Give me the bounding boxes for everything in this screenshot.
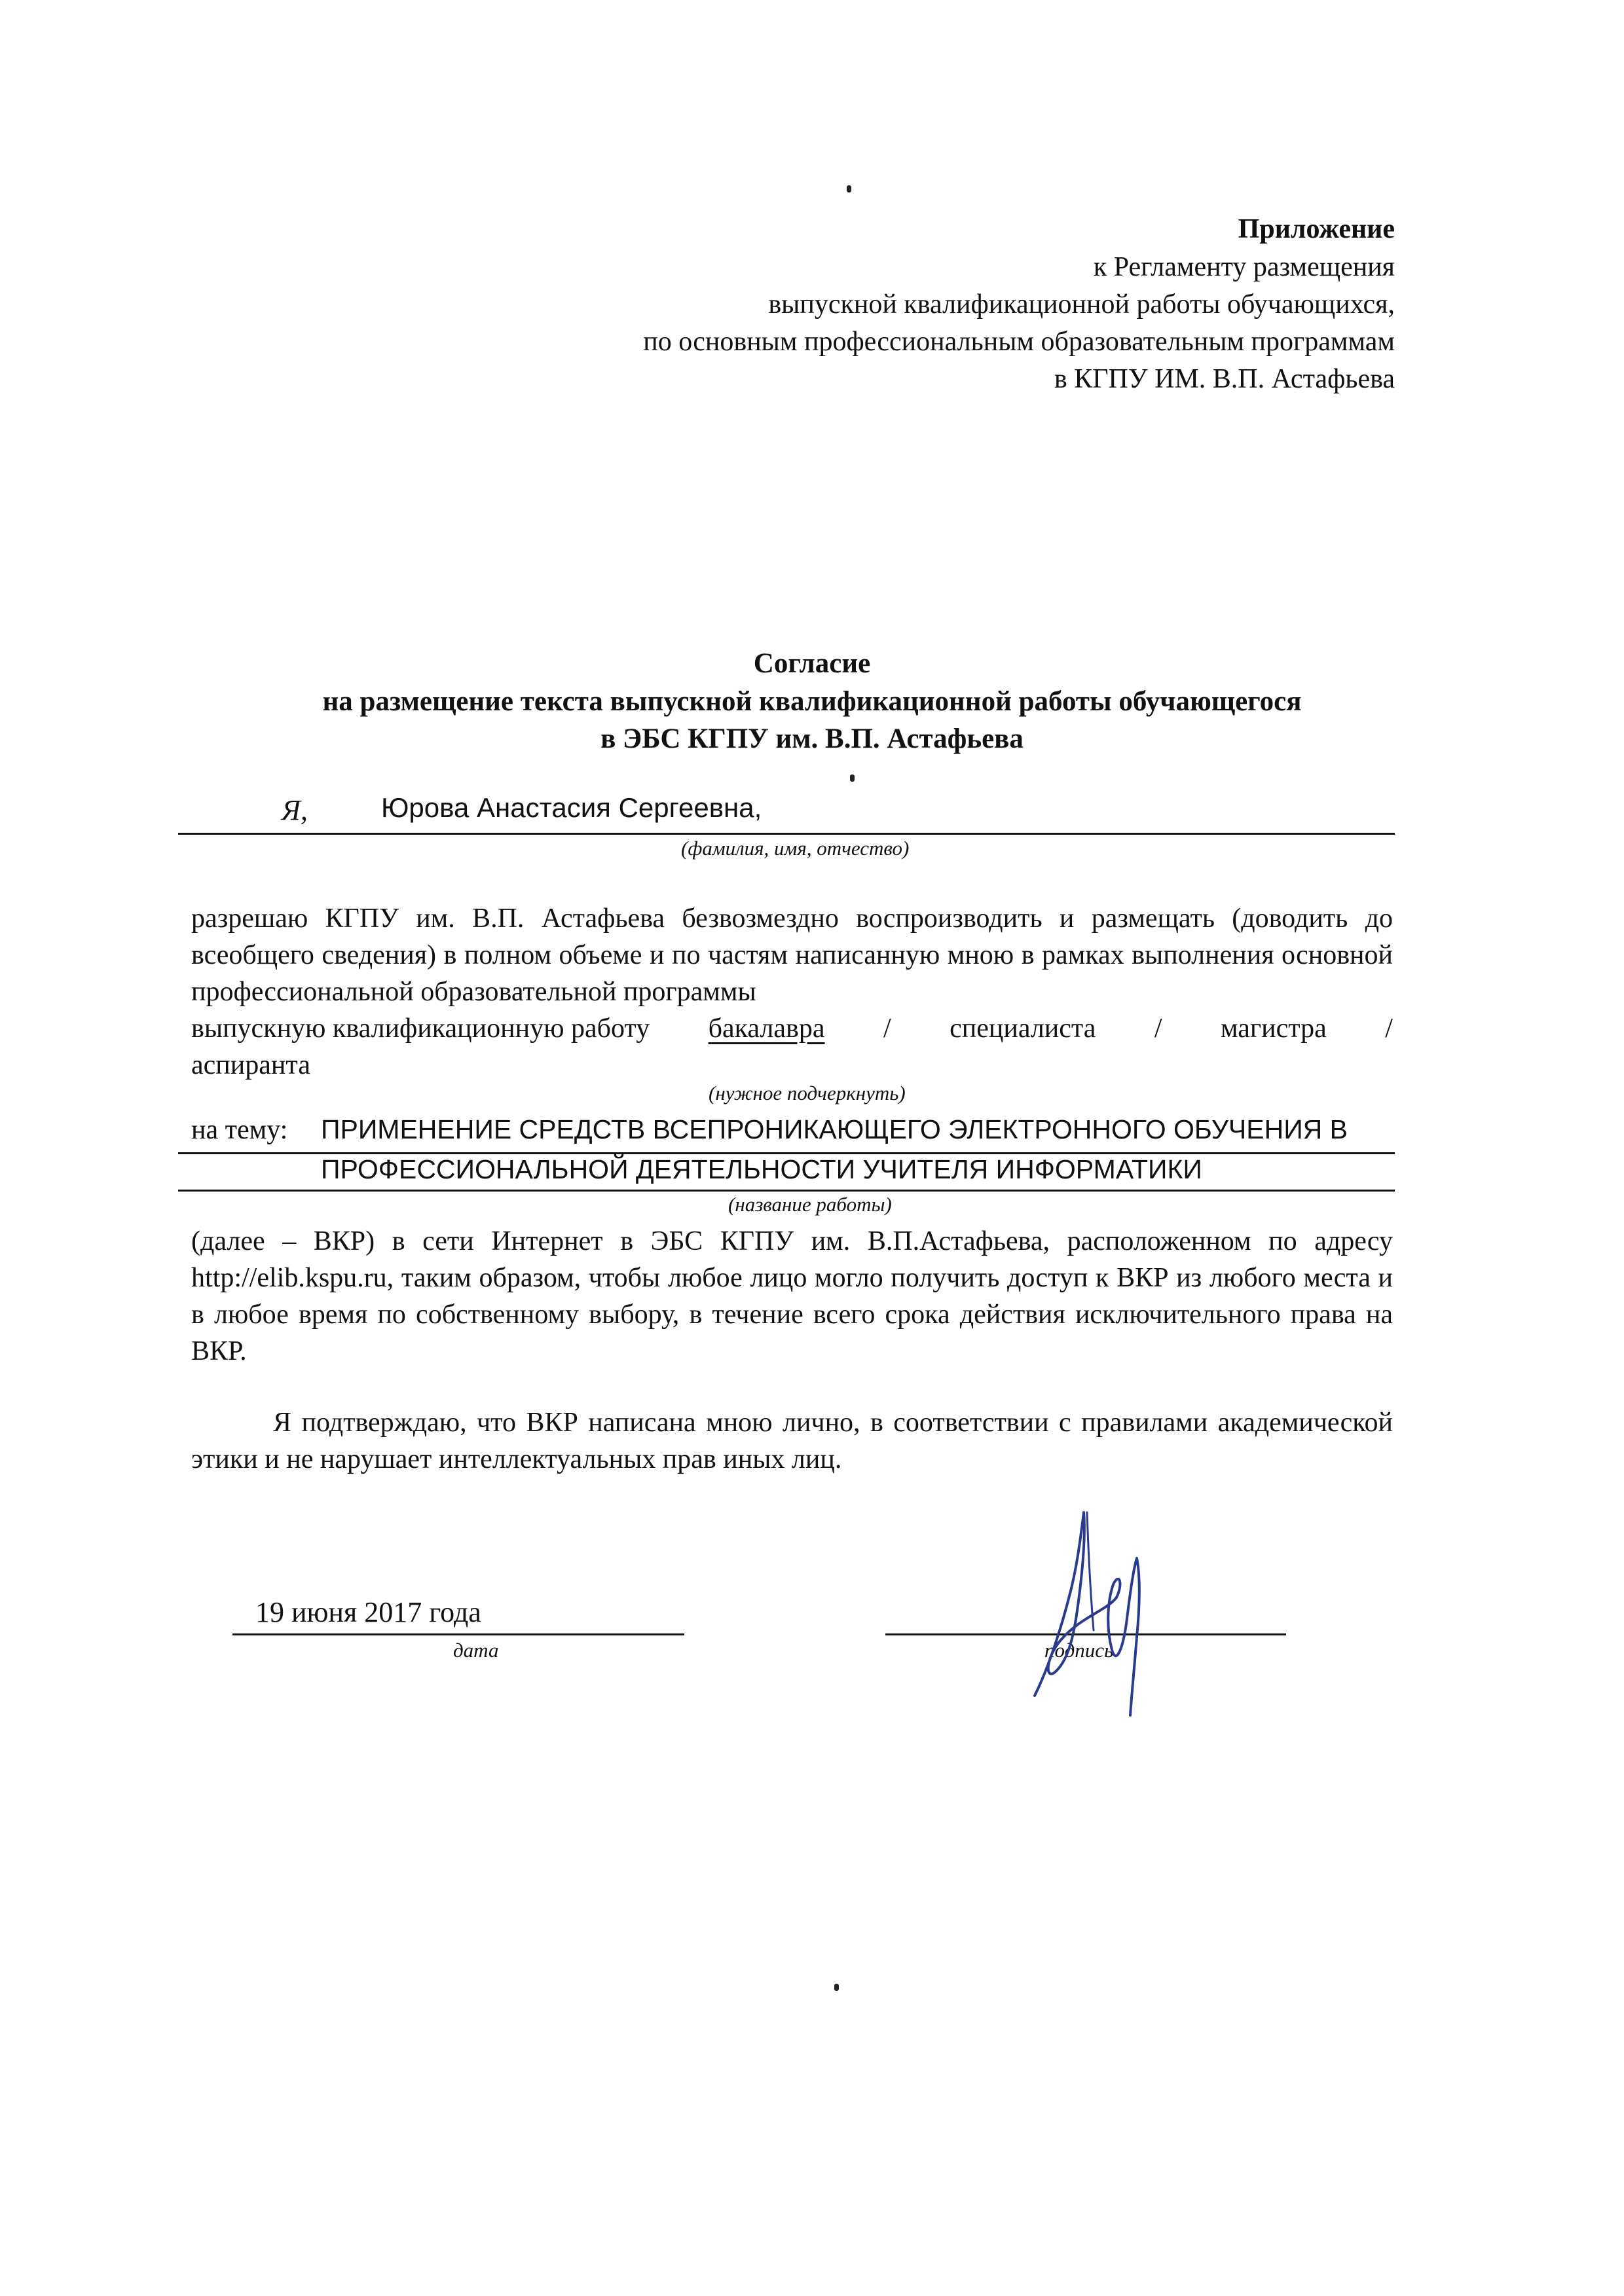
- degree-option-bachelor: бакалавра: [708, 1013, 825, 1044]
- appendix-line-3: по основным профессиональным образовательным программам: [643, 327, 1395, 357]
- degree-option-master: магистра: [1221, 1013, 1327, 1044]
- topic-caption: (название работы): [728, 1193, 892, 1216]
- handwritten-signature: [1008, 1499, 1166, 1722]
- topic-title-line-2: ПРОФЕССИОНАЛЬНОЙ ДЕЯТЕЛЬНОСТИ УЧИТЕЛЯ ИНФОРМАТИКИ: [321, 1154, 1202, 1184]
- degree-line-start: выпускную квалификационную работу: [191, 1013, 650, 1044]
- scan-speck: [834, 1984, 839, 1991]
- underline-instruction-caption: (нужное подчеркнуть): [709, 1082, 906, 1104]
- scan-speck: [850, 774, 855, 782]
- degree-separator: /: [1154, 1013, 1162, 1044]
- appendix-title: Приложение: [1238, 214, 1395, 244]
- declarant-underline: [178, 833, 1395, 835]
- date-underline: [232, 1633, 684, 1635]
- declarant-prefix: Я,: [282, 794, 308, 826]
- signing-date: 19 июня 2017 года: [255, 1596, 481, 1628]
- appendix-line-1: к Регламенту размещения: [1093, 252, 1395, 282]
- degree-option-specialist: специалиста: [950, 1013, 1096, 1044]
- placement-paragraph: (далее – ВКР) в сети Интернет в ЭБС КГПУ им. В.П.Астафьева, расположенном по адресу http://elib.kspu.ru, таким образом, чтобы любое лицо могло получить доступ к ВКР из любого места и в любое время по собственному выбору, в течение всего срока действия исключительного права на ВКР.: [191, 1226, 1393, 1366]
- date-caption: дата: [453, 1639, 499, 1662]
- topic-title-line-1: ПРИМЕНЕНИЕ СРЕДСТВ ВСЕПРОНИКАЮЩЕГО ЭЛЕКТРОННОГО ОБУЧЕНИЯ В: [321, 1114, 1348, 1144]
- document-subtitle-line-2: в ЭБС КГПУ им. В.П. Астафьева: [600, 723, 1024, 754]
- confirmation-paragraph: Я подтверждаю, что ВКР написана мною лично, в соответствии с правилами академической этики и не нарушает интеллектуальных прав иных лиц.: [191, 1408, 1393, 1474]
- permission-paragraph: разрешаю КГПУ им. В.П. Астафьева безвозмездно воспроизводить и размещать (доводить до всеобщего сведения) в полном объеме и по частям написанную мною в рамках выполнения основной профессиональной образовательной программы: [191, 903, 1393, 1007]
- degree-line: [191, 1010, 1393, 1047]
- topic-prefix: на тему:: [191, 1115, 288, 1145]
- appendix-line-2: выпускной квалификационной работы обучающихся,: [768, 289, 1395, 319]
- degree-separator: /: [883, 1013, 891, 1044]
- degree-separator: /: [1385, 1013, 1393, 1044]
- document-subtitle-line-1: на размещение текста выпускной квалификационной работы обучающегося: [322, 686, 1302, 717]
- degree-option-postgraduate: аспиранта: [191, 1050, 310, 1080]
- topic-underline-2: [178, 1190, 1395, 1192]
- signature-caption: подпись: [1044, 1639, 1114, 1662]
- declarant-name: Юрова Анастасия Сергеевна,: [381, 792, 762, 823]
- declarant-caption: (фамилия, имя, отчество): [681, 837, 910, 860]
- document-title: Согласие: [753, 648, 871, 679]
- scan-speck: [847, 185, 851, 192]
- appendix-line-4: в КГПУ ИМ. В.П. Астафьева: [1054, 364, 1395, 394]
